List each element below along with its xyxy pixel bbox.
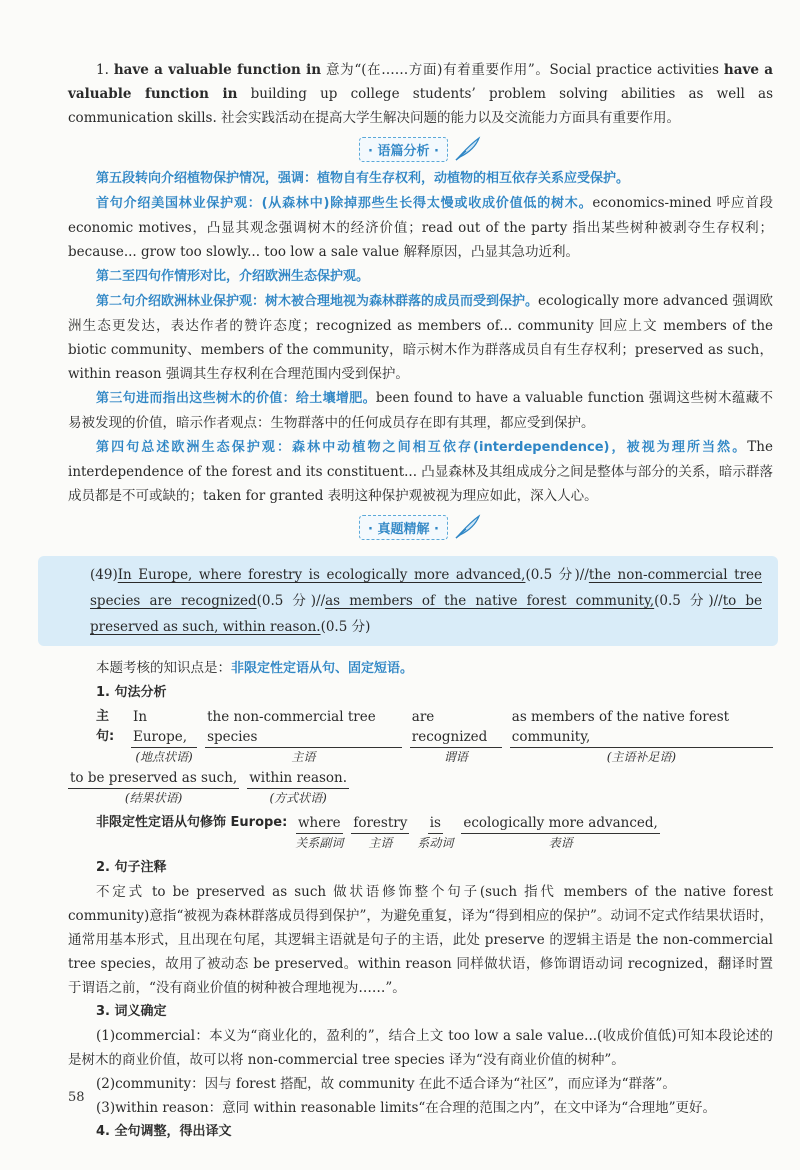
syntax-segment (461, 813, 659, 852)
intro-phrase: have a valuable function in (68, 62, 773, 102)
question-segment: to be preserved as such, within reason. (90, 593, 762, 635)
segment-text: ecologically more advanced, (461, 813, 659, 834)
analysis-text: economics-mined 呼应首段 economic motives，凸显其观念强调树木的经济价值；read out of the party 指出某些树种被剥夺生存权利；because... grow too slowly... too low a sale value 解释原因，凸显其急功近利。 (68, 195, 774, 260)
analysis-paragraph (68, 289, 773, 386)
question-number: (49) (90, 567, 118, 583)
analysis-highlight: 首句介绍美国林业保护观：(从森林中)除掉那些生长得太慢或收成价值低的树木。 (96, 196, 593, 211)
syntax-segment (205, 707, 402, 766)
segment-role: 系动词 (417, 836, 454, 850)
syntax-segment (68, 768, 239, 807)
intro-text: 意为“(在……方面)有着重要作用”。Social practice activities (321, 62, 724, 78)
question-box (38, 556, 778, 646)
segment-text: is (428, 813, 443, 834)
segment-text: In Europe, (131, 707, 197, 748)
analysis-text: The interdependence of the forest and its constituent... 凸显森林及其组成成分之间是整体与部分的关系，暗示群落成员都是不可或缺的；taken for granted 表明这种保护观被视为理应如此，深入人心。 (68, 439, 773, 504)
question-segment: the non-commercial tree species are recognized (90, 567, 762, 609)
main-clause-label: 主句: (96, 709, 115, 744)
syntax-segment (247, 768, 349, 807)
quill-icon (452, 136, 482, 162)
segment-text: within reason. (247, 768, 349, 789)
segment-role: 主语 (368, 836, 393, 850)
analysis-paragraph (68, 191, 773, 264)
segment-role: 表语 (548, 836, 573, 850)
section-heading-exam (68, 512, 773, 542)
syntax-segment (510, 707, 773, 766)
question-text (90, 562, 762, 640)
word-note: (1)commercial：本义为“商业化的，盈利的”，结合上文 too low a sale value...(收成价值低)可知本段论述的是树木的商业价值，故可以将 non-commercial tree species 译为“没有商业价值的树种”。 (68, 1028, 773, 1068)
syntax-segment (417, 813, 453, 852)
segment-role: (主语补足语) (606, 750, 677, 764)
analysis-highlight: 第二至四句作情形对比，介绍欧洲生态保护观。 (96, 269, 370, 284)
intro-text: building up college students’ problem solving abilities as well as communication skills. 社会实践活动在提高大学生解决问题的能力以及交流能力方面具有重要作用。 (68, 86, 774, 126)
question-score: (0.5 分)// (256, 593, 326, 609)
intro-phrase: have a valuable function in (113, 62, 322, 78)
segment-text: as members of the native forest community, (510, 707, 773, 748)
syntax-segment (351, 813, 409, 852)
segment-text: forestry (351, 813, 409, 834)
relative-clause-row (68, 813, 773, 852)
analysis-text: been found to have a valuable function 强调这些树木蕴藏不易被发现的价值，暗示作者观点：生物群落中的任何成员存在即有其理，都应受到保护。 (68, 390, 773, 431)
syntax-heading: 1. 句法分析 (96, 685, 167, 700)
words-heading: 3. 词义确定 (96, 1004, 167, 1019)
knowledge-points (68, 656, 773, 681)
question-segment: In Europe, where forestry is ecologically more advanced, (117, 567, 526, 583)
page-content (68, 58, 773, 1144)
segment-text: the non-commercial tree species (205, 707, 402, 748)
question-segment: as members of the native forest community, (325, 593, 655, 609)
syntax-segment (410, 707, 502, 766)
analysis-highlight: 第二句介绍欧洲林业保护观：树木被合理地视为森林群落的成员而受到保护。 (96, 294, 539, 309)
segment-role: 谓语 (443, 750, 468, 764)
main-clause-row (68, 707, 773, 766)
analysis-text: ecologically more advanced 强调欧洲生态更发达，表达作者的赞许态度；recognized as members of... community 回应上文 members of the biotic community、members of the community，暗示树木作为群落成员自有生存权利；preserved as such，within reason 强调其生存权利在合理范围内受到保护。 (68, 293, 773, 382)
notes-paragraph: 不定式 to be preserved as such 做状语修饰整个句子(such 指代 members of the native forest community)意指“被视为森林群落成员得到保护”，为避免重复，译为“得到相应的保护”。动词不定式作结果状语时，通常用基本形式，且出现在句尾，其逻辑主语就是句子的主语，此处 preserve 的逻辑主语是 the non-commercial tree species，故用了被动态 be preserved。within reason 同样做状语，修饰谓语动词 recognized，翻译时置于谓语之前，“没有商业价值的树种被合理地视为……”。 (68, 884, 773, 996)
segment-text: where (296, 813, 343, 834)
analysis-paragraph (68, 264, 773, 289)
analysis-paragraph (68, 166, 773, 191)
page-number: 58 (68, 1090, 85, 1105)
word-note: (3)within reason：意同 within reasonable limits“在合理的范围之内”，在文中译为“合理地”更好。 (96, 1100, 716, 1116)
knowledge-prefix: 本题考核的知识点是： (96, 660, 231, 676)
quill-icon (452, 514, 482, 540)
section-heading-analysis (68, 134, 773, 164)
analysis-highlight: 第三句进而指出这些树木的价值：给土壤增肥。 (96, 391, 376, 406)
final-heading: 4. 全句调整，得出译文 (96, 1124, 232, 1139)
segment-role: (结果状语) (124, 791, 183, 805)
intro-text: 1. (96, 62, 114, 78)
syntax-segment (295, 813, 343, 852)
analysis-highlight: 第四句总述欧洲生态保护观：森林中动植物之间相互依存(interdependence)，被视为理所当然。 (96, 440, 748, 455)
analysis-paragraph (68, 386, 773, 435)
question-score: (0.5 分) (320, 619, 371, 635)
intro-paragraph (68, 58, 773, 130)
section-title: · 真题精解 · (359, 515, 448, 540)
segment-role: 关系副词 (295, 836, 344, 850)
segment-text: are recognized (410, 707, 502, 748)
segment-role: (方式状语) (269, 791, 327, 805)
syntax-segment (131, 707, 197, 766)
analysis-highlight: 第五段转向介绍植物保护情况，强调：植物自有生存权利，动植物的相互依存关系应受保护。 (96, 171, 630, 186)
question-score: (0.5 分)// (525, 567, 589, 583)
word-note: (2)community：因与 forest 搭配，故 community 在此不适合译为“社区”，而应译为“群落”。 (96, 1076, 676, 1092)
question-score: (0.5 分)// (654, 593, 723, 609)
notes-heading: 2. 句子注释 (96, 860, 167, 875)
knowledge-list: 非限定性定语从句、固定短语。 (231, 661, 414, 676)
segment-role: 主语 (291, 750, 316, 764)
relative-clause-label: 非限定性定语从句修饰 Europe: (96, 815, 288, 830)
adverbial-row (68, 768, 773, 807)
analysis-paragraph (68, 435, 773, 508)
section-title: · 语篇分析 · (359, 137, 448, 162)
segment-text: to be preserved as such, (68, 768, 239, 789)
segment-role: (地点状语) (135, 750, 193, 764)
